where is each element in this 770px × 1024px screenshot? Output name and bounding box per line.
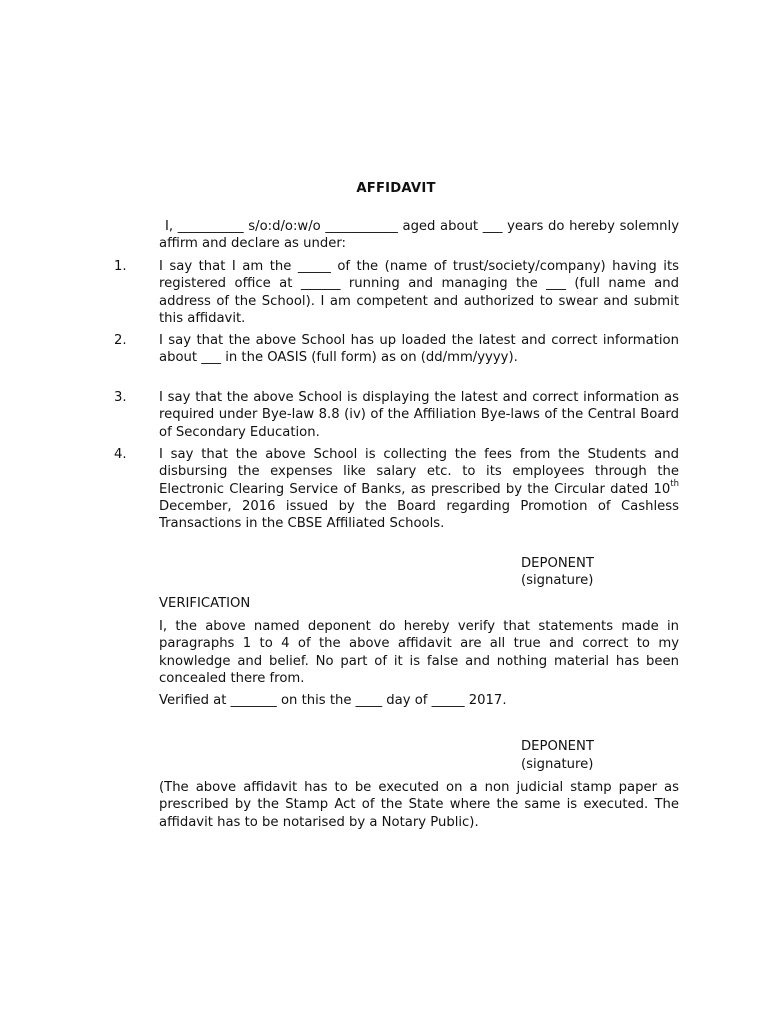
signature-label: (signature) bbox=[521, 757, 594, 772]
deponent-label: DEPONENT bbox=[521, 556, 594, 571]
superscript-ordinal: th bbox=[670, 479, 679, 490]
paragraph-number: 3. bbox=[114, 390, 127, 405]
verification-paragraph: I, the above named deponent do hereby verify that statements made in paragraphs 1 to 4 of the above affidavit are all true and correct to my knowledge and belief. No part of it is false and nothing material has been concealed there from. bbox=[159, 619, 679, 686]
intro-paragraph: I, __________ s/o:d/o:w/o ___________ aged about ___ years do hereby solemnly affirm and declare as under: bbox=[159, 219, 679, 252]
signature-label: (signature) bbox=[521, 573, 594, 588]
paragraph-4-text-part: December, 2016 issued by the Board regarding Promotion of Cashless Transactions in the CBSE Affiliated Schools. bbox=[159, 498, 679, 532]
paragraph-3-text: I say that the above School is displaying the latest and correct information as required under Bye-law 8.8 (iv) of the Affiliation Bye-laws of the Central Board of Secondary Education. bbox=[159, 390, 679, 440]
verified-at-line: Verified at _______ on this the ____ day of _____ 2017. bbox=[159, 693, 507, 708]
paragraph-1-text: I say that I am the _____ of the (name of trust/society/company) having its registered office at ______ running and managing the ___ (full name and address of the School). I am competent and authorized to swear and submit this affidavit. bbox=[159, 259, 679, 326]
document-title: AFFIDAVIT bbox=[356, 181, 436, 196]
paragraph-4-text-part: I say that the above School is collecting the fees from the Students and disbursing the expenses like salary etc. to its employees through the Electronic Clearing Service of Banks, as prescribed by the Circular dated 10 bbox=[159, 447, 679, 497]
verification-heading: VERIFICATION bbox=[159, 596, 251, 611]
paragraph-4-text bbox=[159, 446, 679, 532]
paragraph-number: 4. bbox=[114, 447, 127, 462]
paragraph-number: 2. bbox=[114, 333, 127, 348]
paragraph-2-text: I say that the above School has up loaded the latest and correct information about ___ in the OASIS (full form) as on (dd/mm/yyyy). bbox=[159, 333, 679, 366]
paragraph-number: 1. bbox=[114, 259, 127, 274]
execution-note: (The above affidavit has to be executed on a non judicial stamp paper as prescribed by the Stamp Act of the State where the same is executed. The affidavit has to be notarised by a Notary Public). bbox=[159, 780, 679, 830]
deponent-label: DEPONENT bbox=[521, 739, 594, 754]
